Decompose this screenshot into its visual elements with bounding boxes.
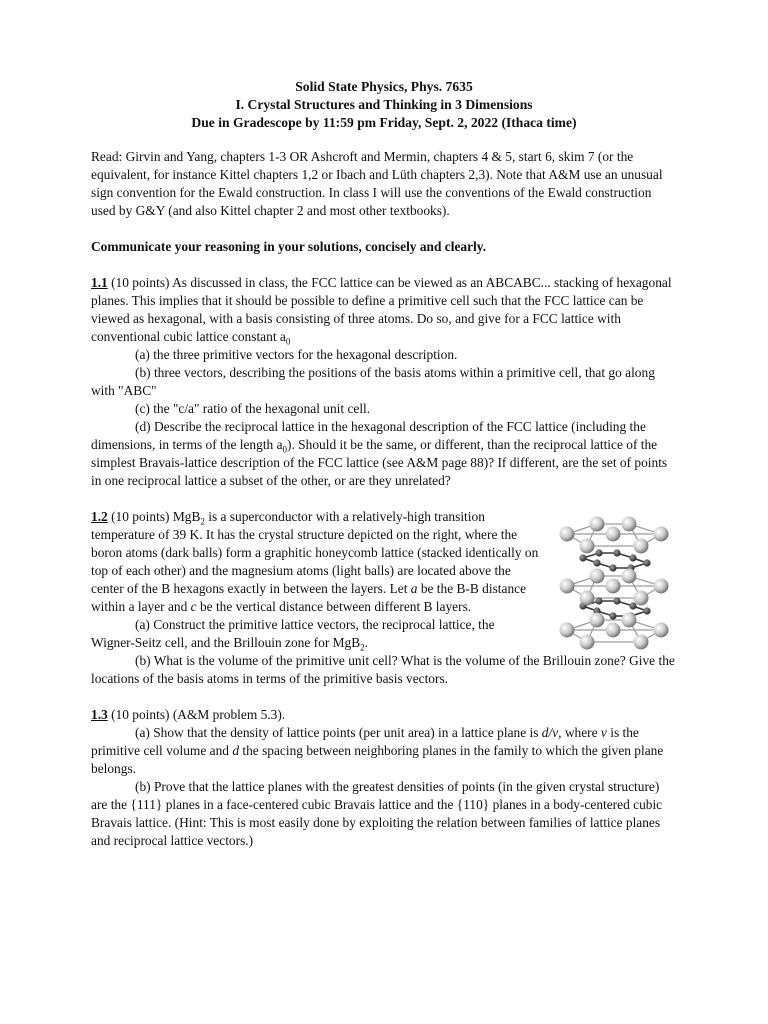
instruction-note: Communicate your reasoning in your solutions, concisely and clearly. <box>91 239 487 254</box>
reading-assignment: Read: Girvin and Yang, chapters 1-3 OR Ashcroft and Mermin, chapters 4 & 5, start 6, skim 7 (or the equivalent, for instance Kittel chapters 1,2 or Ibach and Lüth chapters 2,3). Note that A&M use an unusual sign convention for the Ewald construction. In class I will use the conventions of the Ewald construction used by G&Y (and also Kittel chapter 2 and most other textbooks). <box>91 149 663 218</box>
problem-1-3 <box>91 706 677 850</box>
document-page <box>91 78 677 850</box>
problem-number: 1.2 <box>91 509 108 524</box>
problem-number: 1.3 <box>91 707 108 722</box>
problem-number: 1.1 <box>91 275 108 290</box>
problem-1-2 <box>91 508 677 688</box>
problem-1-1-a: (a) the three primitive vectors for the hexagonal description. <box>135 347 458 362</box>
problem-1-1-b: (b) three vectors, describing the positions of the basis atoms within a primitive cell, that go along with "ABC" <box>91 365 655 398</box>
course-title: Solid State Physics, Phys. 7635 <box>295 79 473 94</box>
assignment-title: I. Crystal Structures and Thinking in 3 Dimensions <box>235 97 533 112</box>
problem-1-2-b: (b) What is the volume of the primitive unit cell? What is the volume of the Brillouin zone? Give the locations of the basis atoms in terms of the primitive basis vectors. <box>91 653 675 686</box>
problem-1-1-c: (c) the "c/a" ratio of the hexagonal unit cell. <box>135 401 371 416</box>
problem-1-3-a: (a) Show that the density of lattice points (per unit area) in a lattice plane is d/v, where v is the primitive cell volume and d the spacing between neighboring planes in the family to which the given plane belongs. <box>91 725 664 776</box>
problem-1-3-b: (b) Prove that the lattice planes with the greatest densities of points (in the given crystal structure) are the {111} planes in a face-centered cubic Bravais lattice and the {110} planes in a body-centered cubic Bravais lattice. (Hint: This is most easily done by exploiting the relation between families of lattice planes and reciprocal lattice vectors.) <box>91 779 663 848</box>
mgb2-crystal-structure-figure <box>557 512 675 652</box>
problem-1-2-intro: 1.2 (10 points) MgB$_2$ is a superconductor with a relatively-high transition temperature of 39 K. It has the crystal structure depicted on the right, where the boron atoms (dark balls) form a graphitic honeycomb lattice (stacked identically on top of each other) and the magnesium atoms (light balls) are located above the center of the B hexagons exactly in between the layers. Let a be the B-B distance within a layer and c be the vertical distance between different B layers. <box>91 509 539 614</box>
problem-1-1 <box>91 274 677 490</box>
document-header <box>91 78 677 132</box>
problem-1-2-a: (a) Construct the primitive lattice vectors, the reciprocal lattice, the Wigner-Seitz cell, and the Brillouin zone for MgB$_2$. <box>91 617 495 653</box>
due-date: Due in Gradescope by 11:59 pm Friday, Sept. 2, 2022 (Ithaca time) <box>191 115 577 130</box>
problem-1-1-d: (d) Describe the reciprocal lattice in the hexagonal description of the FCC lattice (including the dimensions, in terms of the length $a_0$). Should it be the same, or different, than the reciprocal lattice of the simplest Bravais-lattice description of the FCC lattice (see A&M page 88)? If different, are the set of points in one reciprocal lattice a subset of the other, or are they unrelated? <box>91 419 668 488</box>
problem-1-3-intro: 1.3 (10 points) (A&M problem 5.3). <box>91 707 286 722</box>
problem-1-1-intro: 1.1 (10 points) As discussed in class, the FCC lattice can be viewed as an ABCABC... stacking of hexagonal planes. This implies that it should be possible to define a primitive cell such that the FCC lattice can be viewed as hexagonal, with a basis consisting of three atoms. Do so, and give for a FCC lattice with conventional cubic lattice constant $a_0$ <box>91 275 672 347</box>
